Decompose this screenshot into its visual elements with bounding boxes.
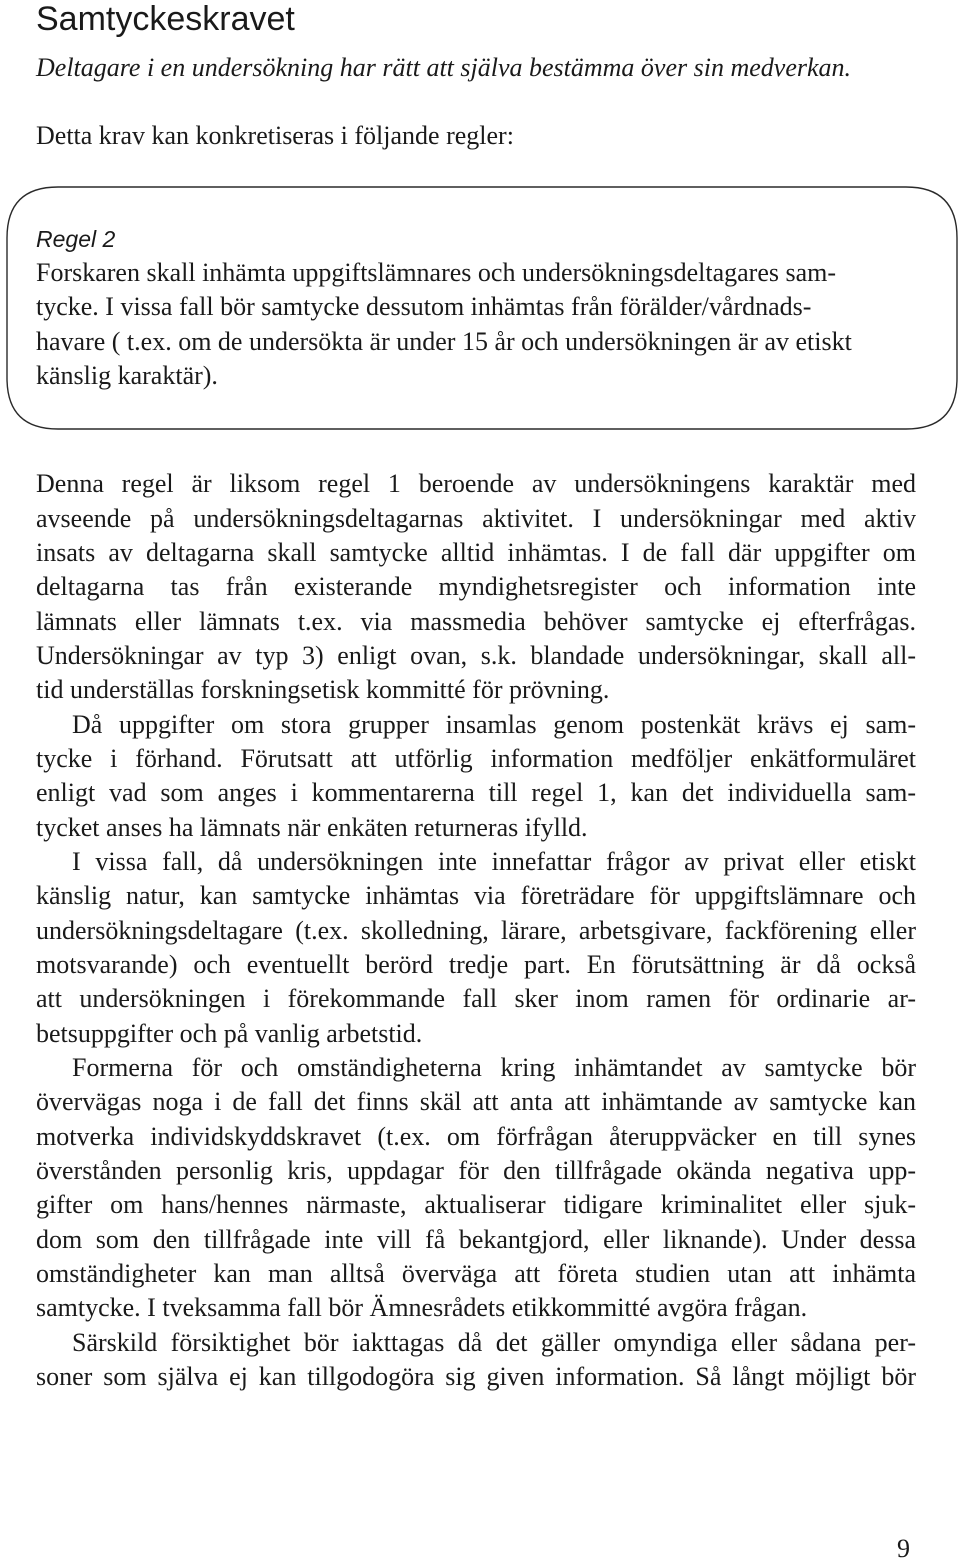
rule-line: havare ( t.ex. om de undersökta är under 15 år och undersökningen är av etiskt [36, 327, 852, 356]
body-line: dom som den tillfrågade inte vill få bekantgjord, eller liknande). Under dessa [36, 1225, 916, 1254]
body-line: I vissa fall, då undersökningen inte innefattar frågor av privat eller etiskt [72, 847, 916, 876]
body-line: Undersökningar av typ 3) enligt ovan, s.k. blandade undersökningar, skall all- [36, 641, 916, 670]
body-line: Formerna för och omständigheterna kring inhämtandet av samtycke bör [72, 1053, 916, 1082]
rule-line: känslig karaktär). [36, 361, 218, 390]
body-line: Då uppgifter om stora grupper insamlas genom postenkät krävs ej sam- [72, 710, 916, 739]
body-line: Särskild försiktighet bör iakttagas då det gäller omyndiga eller sådana per- [72, 1328, 916, 1357]
body-line: gifter om hans/hennes närmaste, aktualiserar tidigare kriminalitet eller sjuk- [36, 1190, 916, 1219]
body-line: insats av deltagarna skall samtycke alltid inhämtas. I de fall där uppgifter om [36, 538, 916, 567]
body-line: lämnats eller lämnats t.ex. via massmedia behöver samtycke ej efterfrågas. [36, 607, 916, 636]
body-line: tycke i förhand. Förutsatt att utförlig information medföljer enkätformuläret [36, 744, 916, 773]
body-line: betsuppgifter och på vanlig arbetstid. [36, 1019, 423, 1048]
page-number: 9 [897, 1534, 910, 1563]
body-line: soner som själva ej kan tillgodogöra sig given information. Så långt möjligt bör [36, 1362, 916, 1391]
body-line: avseende på undersökningsdeltagarnas aktivitet. I undersökningar med aktiv [36, 504, 916, 533]
body-line: känslig natur, kan samtycke inhämtas via företrädare för uppgiftslämnare och [36, 881, 916, 910]
body-line: motsvarande) och eventuellt berörd tredje part. En förutsättning är då också [36, 950, 916, 979]
body-line: överstånden personlig kris, uppdagar för den tillfrågade okända negativa upp- [36, 1156, 916, 1185]
intro-paragraph: Detta krav kan konkretiseras i följande regler: [36, 121, 514, 150]
rule-title: Regel 2 [36, 226, 116, 252]
section-subtitle: Deltagare i en undersökning har rätt att själva bestämma över sin medverkan. [36, 53, 852, 82]
body-line: enligt vad som anges i kommentarerna till regel 1, kan det individuella sam- [36, 778, 916, 807]
body-line: samtycke. I tveksamma fall bör Ämnesrådets etikkommitté avgöra frågan. [36, 1293, 808, 1322]
body-line: övervägas noga i de fall det finns skäl att anta att inhämtande av samtycke kan [36, 1087, 916, 1116]
body-line: deltagarna tas från existerande myndighetsregister och information inte [36, 572, 916, 601]
body-line: Denna regel är liksom regel 1 beroende av undersökningens karaktär med [36, 469, 916, 498]
rule-line: tycke. I vissa fall bör samtycke dessutom inhämtas från förälder/vårdnads- [36, 292, 812, 321]
body-line: att undersökningen i förekommande fall sker inom ramen för ordinarie ar- [36, 984, 916, 1013]
body-line: undersökningsdeltagare (t.ex. skolledning, lärare, arbetsgivare, fackförening eller [36, 916, 916, 945]
section-heading: Samtyckeskravet [36, 0, 295, 38]
rule-line: Forskaren skall inhämta uppgiftslämnares och undersökningsdeltagares sam- [36, 258, 837, 287]
body-line: omständigheter kan man alltså överväga att företa studien utan att inhämta [36, 1259, 916, 1288]
body-line: tycket anses ha lämnats när enkäten returneras ifylld. [36, 813, 588, 842]
body-line: motverka individskyddskravet (t.ex. om förfrågan återuppväcker en till synes [36, 1122, 916, 1151]
body-line: tid underställas forskningsetisk kommitté för prövning. [36, 675, 610, 704]
